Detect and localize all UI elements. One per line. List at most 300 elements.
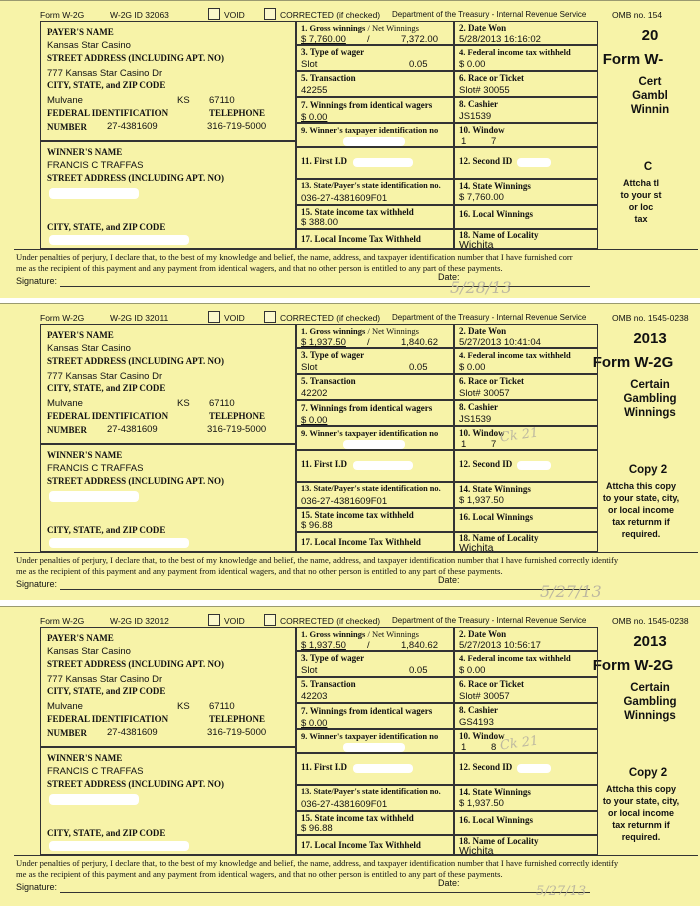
state-tax-value: $ 388.00 xyxy=(301,217,338,228)
wager-type-value: Slot xyxy=(301,362,318,373)
winner-city-label: CITY, STATE, and ZIP CODE xyxy=(47,828,166,838)
form-subtitle xyxy=(600,378,700,420)
window-value-2: 8 xyxy=(491,742,497,753)
box-11-label: 11. First I.D xyxy=(301,459,347,469)
form-label: Form W-2G xyxy=(40,10,85,20)
signature-label: Signature: xyxy=(16,276,58,286)
copy-instructions xyxy=(586,480,696,540)
tax-year: 20 xyxy=(641,27,659,44)
handwritten-note-2: Ck 21 xyxy=(499,425,540,446)
box-12-label: 12. Second ID xyxy=(459,762,513,772)
box-4-federal-tax xyxy=(454,651,598,677)
box-9-label: 9. Winner's taxpayer identification no xyxy=(301,731,439,741)
handwritten-note-3: Ck 21 xyxy=(499,733,540,754)
box-4-label: 4. Federal income tax withheld xyxy=(459,350,571,360)
winner-name-label: WINNER'S NAME xyxy=(47,753,123,763)
payer-zip: 67110 xyxy=(209,95,235,106)
subtitle-line-2: Gambl xyxy=(632,90,668,102)
winner-city-label: CITY, STATE, and ZIP CODE xyxy=(47,525,166,535)
copy-line-3: or local income xyxy=(607,505,675,515)
omb-number: OMB no. 154 xyxy=(612,10,663,20)
box-3-wager-type xyxy=(296,651,454,677)
box-9-winner-tin xyxy=(296,123,454,147)
box-14-state-winnings xyxy=(454,785,598,811)
payer-state: KS xyxy=(177,398,190,409)
net-label: / Net Winnings xyxy=(367,326,419,336)
box-2-date-won xyxy=(454,627,598,651)
payer-city-label: CITY, STATE, and ZIP CODE xyxy=(47,383,166,393)
gross-winnings-value: $ 7,760.00 xyxy=(301,34,346,45)
signature-label: Signature: xyxy=(16,579,58,589)
locality-value: Wichita xyxy=(459,239,494,251)
redacted-winner-street xyxy=(49,794,139,805)
copy-label: Copy 2 xyxy=(628,767,668,779)
window-value-2: 7 xyxy=(491,439,497,450)
box-11-label: 11. First I.D xyxy=(301,762,347,772)
box-11-first-id xyxy=(296,147,454,179)
box-13-label: 13. State/Payer's state identification no. xyxy=(301,181,441,190)
redacted-second-id xyxy=(517,764,551,773)
date-won-value: 5/27/2013 10:56:17 xyxy=(459,640,541,651)
box-6-label: 6. Race or Ticket xyxy=(459,376,524,386)
jurat-line-1: Under penalties of perjury, I declare that, to the best of my knowledge and belief, the name, address, and taxpayer identification number that I have furnished correctly identify xyxy=(16,555,619,565)
box-4-label: 4. Federal income tax withheld xyxy=(459,653,571,663)
w2g-form-1 xyxy=(0,0,700,298)
gross-label: 1. Gross winnings xyxy=(301,629,366,639)
redacted-first-id xyxy=(353,764,413,773)
void-checkbox[interactable] xyxy=(208,8,220,20)
box-16-local-winnings xyxy=(454,508,598,532)
winner-street-label: STREET ADDRESS (INCLUDING APT. NO) xyxy=(47,173,224,183)
box-18-locality xyxy=(454,835,598,855)
subtitle-line-1: Certain xyxy=(630,682,670,694)
payer-box xyxy=(40,21,296,141)
payer-city-label: CITY, STATE, and ZIP CODE xyxy=(47,80,166,90)
gross-label: 1. Gross winnings xyxy=(301,326,366,336)
payer-name: Kansas Star Casino xyxy=(47,646,131,657)
jurat-line-2: me as the recipient of this payment and any payment from identical wagers, and that no other person is entitled to any part of these payments. xyxy=(16,566,503,576)
box-6-label: 6. Race or Ticket xyxy=(459,679,524,689)
box-3-wager-type xyxy=(296,45,454,71)
wager-type-value: Slot xyxy=(301,665,318,676)
box-3-label: 3. Type of wager xyxy=(301,47,365,57)
box-14-label: 14. State Winnings xyxy=(459,181,531,191)
gross-label: 1. Gross winnings xyxy=(301,23,366,33)
identical-wagers-value: $ 0.00 xyxy=(301,718,328,729)
fein-value: 27-4381609 xyxy=(107,727,158,738)
payer-zip: 67110 xyxy=(209,398,235,409)
jurat-line-1: Under penalties of perjury, I declare that, to the best of my knowledge and belief, the name, address, and taxpayer identification number that I have furnished correctly identify xyxy=(16,858,619,868)
box-15-label: 15. State income tax withheld xyxy=(301,207,414,217)
box-16-local-winnings xyxy=(454,205,598,229)
redacted-second-id xyxy=(517,461,551,470)
box-4-federal-tax xyxy=(454,45,598,71)
redacted-winner-street xyxy=(49,188,139,199)
wager-type-value: Slot xyxy=(301,59,318,70)
box-15-label: 15. State income tax withheld xyxy=(301,813,414,823)
redacted-winner-tin xyxy=(343,137,405,146)
void-label: VOID xyxy=(224,10,245,20)
box-8-cashier xyxy=(454,703,598,729)
copy-instructions xyxy=(586,177,696,225)
box-17-label: 17. Local Income Tax Withheld xyxy=(301,537,421,547)
fein-label: FEDERAL IDENTIFICATION xyxy=(47,714,169,724)
box-2-label: 2. Date Won xyxy=(459,326,507,336)
box-13-label: 13. State/Payer's state identification no. xyxy=(301,484,441,493)
payer-name: Kansas Star Casino xyxy=(47,343,131,354)
payer-street-label: STREET ADDRESS (INCLUDING APT. NO) xyxy=(47,53,224,63)
copy-line-1: Attcha this copy xyxy=(605,784,676,794)
box-7-identical-wagers xyxy=(296,400,454,426)
net-winnings-value: 7,372.00 xyxy=(401,34,438,45)
void-label: VOID xyxy=(224,616,245,626)
box-2-label: 2. Date Won xyxy=(459,629,507,639)
telephone-value: 316-719-5000 xyxy=(207,424,267,435)
payer-street-label: STREET ADDRESS (INCLUDING APT. NO) xyxy=(47,659,224,669)
copy-line-2: to your state, city, xyxy=(602,796,680,806)
void-label: VOID xyxy=(224,313,245,323)
box-17-local-tax xyxy=(296,835,454,855)
state-payer-id-value: 036-27-4381609F01 xyxy=(301,799,388,810)
copy-line-4: tax xyxy=(634,214,648,224)
winner-name: FRANCIS C TRAFFAS xyxy=(47,766,144,777)
copy-line-3: or local income xyxy=(607,808,675,818)
fein-value: 27-4381609 xyxy=(107,424,158,435)
box-9-label: 9. Winner's taxpayer identification no xyxy=(301,125,439,135)
identical-wagers-value: $ 0.00 xyxy=(301,415,328,426)
box-15-state-tax xyxy=(296,205,454,229)
winner-box xyxy=(40,747,296,855)
box-11-label: 11. First I.D xyxy=(301,156,347,166)
corrected-checkbox[interactable] xyxy=(264,614,276,626)
box-18-label: 18. Name of Locality xyxy=(459,533,539,543)
telephone-label: TELEPHONE xyxy=(209,411,266,421)
box-10-window xyxy=(454,123,598,147)
signature-line xyxy=(60,892,590,893)
winner-box xyxy=(40,444,296,552)
transaction-value: 42202 xyxy=(301,388,328,399)
form-title: Form W- xyxy=(602,51,664,68)
payer-street: 777 Kansas Star Casino Dr xyxy=(47,371,163,382)
box-18-label: 18. Name of Locality xyxy=(459,230,539,240)
handwritten-date-3: 5/27/13 xyxy=(536,884,587,899)
box-1-gross-winnings xyxy=(296,324,454,348)
copy-line-1: Attcha tl xyxy=(623,178,659,188)
form-title: Form W-2G xyxy=(592,657,674,674)
wager-amount-value: 0.05 xyxy=(409,362,428,373)
w2g-form-2 xyxy=(0,303,700,600)
form-label: Form W-2G xyxy=(40,313,85,323)
telephone-value: 316-719-5000 xyxy=(207,727,267,738)
winner-name-label: WINNER'S NAME xyxy=(47,147,123,157)
box-14-label: 14. State Winnings xyxy=(459,787,531,797)
box-7-label: 7. Winnings from identical wagers xyxy=(301,100,433,110)
subtitle-line-2: Gambling xyxy=(623,393,677,405)
payer-state: KS xyxy=(177,95,190,106)
subtitle-line-1: Certain xyxy=(630,379,670,391)
cashier-value: JS1539 xyxy=(459,111,492,122)
payer-street: 777 Kansas Star Casino Dr xyxy=(47,68,163,79)
box-5-transaction xyxy=(296,677,454,703)
box-5-label: 5. Transaction xyxy=(301,679,356,689)
net-separator: / xyxy=(367,34,370,45)
box-6-label: 6. Race or Ticket xyxy=(459,73,524,83)
box-8-label: 8. Cashier xyxy=(459,99,498,109)
redacted-winner-city xyxy=(49,538,189,548)
transaction-value: 42255 xyxy=(301,85,328,96)
locality-value: Wichita xyxy=(459,845,494,857)
redacted-winner-tin xyxy=(343,743,405,752)
copy-label: C xyxy=(643,161,653,173)
payer-name: Kansas Star Casino xyxy=(47,40,131,51)
payer-name-label: PAYER'S NAME xyxy=(47,633,114,643)
state-payer-id-value: 036-27-4381609F01 xyxy=(301,193,388,204)
w2g-form-3 xyxy=(0,606,700,906)
box-8-label: 8. Cashier xyxy=(459,402,498,412)
date-label: Date: xyxy=(438,575,460,585)
redacted-winner-city xyxy=(49,235,189,245)
handwritten-date-2: 5/27/13 xyxy=(540,582,602,601)
copy-line-5: required. xyxy=(621,529,661,539)
corrected-label: CORRECTED (if checked) xyxy=(280,616,381,626)
box-1-gross-winnings xyxy=(296,627,454,651)
redacted-winner-tin xyxy=(343,440,405,449)
box-14-label: 14. State Winnings xyxy=(459,484,531,494)
winner-city-label: CITY, STATE, and ZIP CODE xyxy=(47,222,166,232)
box-4-federal-tax xyxy=(454,348,598,374)
date-label: Date: xyxy=(438,272,460,282)
subtitle-line-2: Gambling xyxy=(623,696,677,708)
redacted-winner-street xyxy=(49,491,139,502)
box-13-state-payer-id xyxy=(296,482,454,508)
payer-state: KS xyxy=(177,701,190,712)
payer-city: Mulvane xyxy=(47,95,83,106)
box-1-label xyxy=(301,326,419,336)
box-17-local-tax xyxy=(296,229,454,249)
race-ticket-value: Slot# 30055 xyxy=(459,85,510,96)
box-1-label xyxy=(301,23,419,33)
payer-box xyxy=(40,627,296,747)
state-winnings-value: $ 1,937.50 xyxy=(459,495,504,506)
date-label: Date: xyxy=(438,878,460,888)
race-ticket-value: Slot# 30057 xyxy=(459,388,510,399)
box-13-state-payer-id xyxy=(296,179,454,205)
telephone-label: TELEPHONE xyxy=(209,108,266,118)
omb-number: OMB no. 1545-0238 xyxy=(612,313,689,323)
jurat-line-2: me as the recipient of this payment and any payment from identical wagers, and that no other person is entitled to any part of these payments. xyxy=(16,263,503,273)
box-5-label: 5. Transaction xyxy=(301,376,356,386)
window-value-1: 1 xyxy=(461,439,467,450)
form-title: Form W-2G xyxy=(592,354,674,371)
void-checkbox[interactable] xyxy=(208,614,220,626)
copy-instructions xyxy=(586,783,696,843)
box-8-label: 8. Cashier xyxy=(459,705,498,715)
box-13-state-payer-id xyxy=(296,785,454,811)
redacted-winner-city xyxy=(49,841,189,851)
box-16-label: 16. Local Winnings xyxy=(459,209,533,219)
jurat-section xyxy=(14,249,698,292)
subtitle-line-3: Winnings xyxy=(624,710,676,722)
box-7-identical-wagers xyxy=(296,703,454,729)
payer-zip: 67110 xyxy=(209,701,235,712)
date-won-value: 5/27/2013 10:41:04 xyxy=(459,337,541,348)
identical-wagers-value: $ 0.00 xyxy=(301,112,328,123)
state-winnings-value: $ 1,937.50 xyxy=(459,798,504,809)
copy-line-4: tax returnm if xyxy=(612,517,670,527)
box-16-local-winnings xyxy=(454,811,598,835)
box-11-first-id xyxy=(296,753,454,785)
box-6-race-ticket xyxy=(454,374,598,400)
box-6-race-ticket xyxy=(454,677,598,703)
box-9-winner-tin xyxy=(296,426,454,450)
payer-name-label: PAYER'S NAME xyxy=(47,330,114,340)
wager-amount-value: 0.05 xyxy=(409,665,428,676)
void-checkbox[interactable] xyxy=(208,311,220,323)
box-12-label: 12. Second ID xyxy=(459,459,513,469)
state-payer-id-value: 036-27-4381609F01 xyxy=(301,496,388,507)
box-4-label: 4. Federal income tax withheld xyxy=(459,47,571,57)
transaction-value: 42203 xyxy=(301,691,328,702)
corrected-label: CORRECTED (if checked) xyxy=(280,313,381,323)
winner-box xyxy=(40,141,296,249)
omb-number: OMB no. 1545-0238 xyxy=(612,616,689,626)
net-label: / Net Winnings xyxy=(367,23,419,33)
redacted-first-id xyxy=(353,158,413,167)
number-label: NUMBER xyxy=(47,728,87,738)
window-value-1: 1 xyxy=(461,136,467,147)
cashier-value: JS1539 xyxy=(459,414,492,425)
box-16-label: 16. Local Winnings xyxy=(459,815,533,825)
gross-winnings-value: $ 1,937.50 xyxy=(301,640,346,651)
department-label: Department of the Treasury - Internal Revenue Service xyxy=(392,313,587,322)
copy-line-3: or loc xyxy=(628,202,654,212)
box-3-label: 3. Type of wager xyxy=(301,350,365,360)
corrected-checkbox[interactable] xyxy=(264,311,276,323)
number-label: NUMBER xyxy=(47,425,87,435)
payer-city: Mulvane xyxy=(47,398,83,409)
box-14-state-winnings xyxy=(454,179,598,205)
payer-name-label: PAYER'S NAME xyxy=(47,27,114,37)
box-10-label: 10. Window xyxy=(459,428,505,438)
telephone-value: 316-719-5000 xyxy=(207,121,267,132)
locality-value: Wichita xyxy=(459,542,494,554)
box-1-gross-winnings xyxy=(296,21,454,45)
corrected-checkbox[interactable] xyxy=(264,8,276,20)
box-17-label: 17. Local Income Tax Withheld xyxy=(301,840,421,850)
department-label: Department of the Treasury - Internal Revenue Service xyxy=(392,616,587,625)
redacted-first-id xyxy=(353,461,413,470)
box-3-wager-type xyxy=(296,348,454,374)
form-subtitle xyxy=(600,75,700,117)
signature-line xyxy=(60,589,590,590)
federal-tax-value: $ 0.00 xyxy=(459,59,486,70)
winner-name-label: WINNER'S NAME xyxy=(47,450,123,460)
window-value-1: 1 xyxy=(461,742,467,753)
winner-street-label: STREET ADDRESS (INCLUDING APT. NO) xyxy=(47,476,224,486)
gross-winnings-value: $ 1,937.50 xyxy=(301,337,346,348)
subtitle-line-3: Winnings xyxy=(624,407,676,419)
box-14-state-winnings xyxy=(454,482,598,508)
copy-line-2: to your state, city, xyxy=(602,493,680,503)
form-id: W-2G ID 32063 xyxy=(110,10,169,20)
net-separator: / xyxy=(367,337,370,348)
redacted-second-id xyxy=(517,158,551,167)
corrected-label: CORRECTED (if checked) xyxy=(280,10,381,20)
box-8-cashier xyxy=(454,400,598,426)
federal-tax-value: $ 0.00 xyxy=(459,362,486,373)
winner-name: FRANCIS C TRAFFAS xyxy=(47,160,144,171)
wager-amount-value: 0.05 xyxy=(409,59,428,70)
state-tax-value: $ 96.88 xyxy=(301,520,333,531)
fein-label: FEDERAL IDENTIFICATION xyxy=(47,411,169,421)
box-12-label: 12. Second ID xyxy=(459,156,513,166)
fein-label: FEDERAL IDENTIFICATION xyxy=(47,108,169,118)
box-7-identical-wagers xyxy=(296,97,454,123)
payer-street-label: STREET ADDRESS (INCLUDING APT. NO) xyxy=(47,356,224,366)
box-9-label: 9. Winner's taxpayer identification no xyxy=(301,428,439,438)
winner-street-label: STREET ADDRESS (INCLUDING APT. NO) xyxy=(47,779,224,789)
state-tax-value: $ 96.88 xyxy=(301,823,333,834)
box-13-label: 13. State/Payer's state identification no. xyxy=(301,787,441,796)
date-won-value: 5/28/2013 16:16:02 xyxy=(459,34,541,45)
jurat-line-2: me as the recipient of this payment and any payment from identical wagers, and that no other person is entitled to any part of these payments. xyxy=(16,869,503,879)
payer-city: Mulvane xyxy=(47,701,83,712)
box-17-label: 17. Local Income Tax Withheld xyxy=(301,234,421,244)
jurat-section xyxy=(14,855,698,898)
state-winnings-value: $ 7,760.00 xyxy=(459,192,504,203)
box-7-label: 7. Winnings from identical wagers xyxy=(301,706,433,716)
box-15-state-tax xyxy=(296,811,454,835)
copy-line-2: to your st xyxy=(620,190,662,200)
federal-tax-value: $ 0.00 xyxy=(459,665,486,676)
number-label: NUMBER xyxy=(47,122,87,132)
payer-street: 777 Kansas Star Casino Dr xyxy=(47,674,163,685)
subtitle-line-3: Winnin xyxy=(630,104,670,116)
box-17-local-tax xyxy=(296,532,454,552)
box-11-first-id xyxy=(296,450,454,482)
form-id: W-2G ID 32011 xyxy=(110,313,169,323)
subtitle-line-1: Cert xyxy=(638,76,662,88)
cashier-value: GS4193 xyxy=(459,717,494,728)
box-1-label xyxy=(301,629,419,639)
box-12-second-id xyxy=(454,450,598,482)
box-8-cashier xyxy=(454,97,598,123)
box-18-label: 18. Name of Locality xyxy=(459,836,539,846)
payer-box xyxy=(40,324,296,444)
form-id: W-2G ID 32012 xyxy=(110,616,169,626)
box-6-race-ticket xyxy=(454,71,598,97)
handwritten-date-1: 5/28/13 xyxy=(450,278,512,297)
net-label: / Net Winnings xyxy=(367,629,419,639)
tax-year: 2013 xyxy=(633,330,667,347)
box-12-second-id xyxy=(454,753,598,785)
box-5-transaction xyxy=(296,71,454,97)
copy-line-1: Attcha this copy xyxy=(605,481,676,491)
payer-city-label: CITY, STATE, and ZIP CODE xyxy=(47,686,166,696)
copy-label: Copy 2 xyxy=(628,464,668,476)
tax-year: 2013 xyxy=(633,633,667,650)
window-value-2: 7 xyxy=(491,136,497,147)
winner-name: FRANCIS C TRAFFAS xyxy=(47,463,144,474)
box-3-label: 3. Type of wager xyxy=(301,653,365,663)
box-18-locality xyxy=(454,229,598,249)
net-winnings-value: 1,840.62 xyxy=(401,640,438,651)
form-subtitle xyxy=(600,681,700,723)
box-7-label: 7. Winnings from identical wagers xyxy=(301,403,433,413)
box-15-label: 15. State income tax withheld xyxy=(301,510,414,520)
fein-value: 27-4381609 xyxy=(107,121,158,132)
net-winnings-value: 1,840.62 xyxy=(401,337,438,348)
